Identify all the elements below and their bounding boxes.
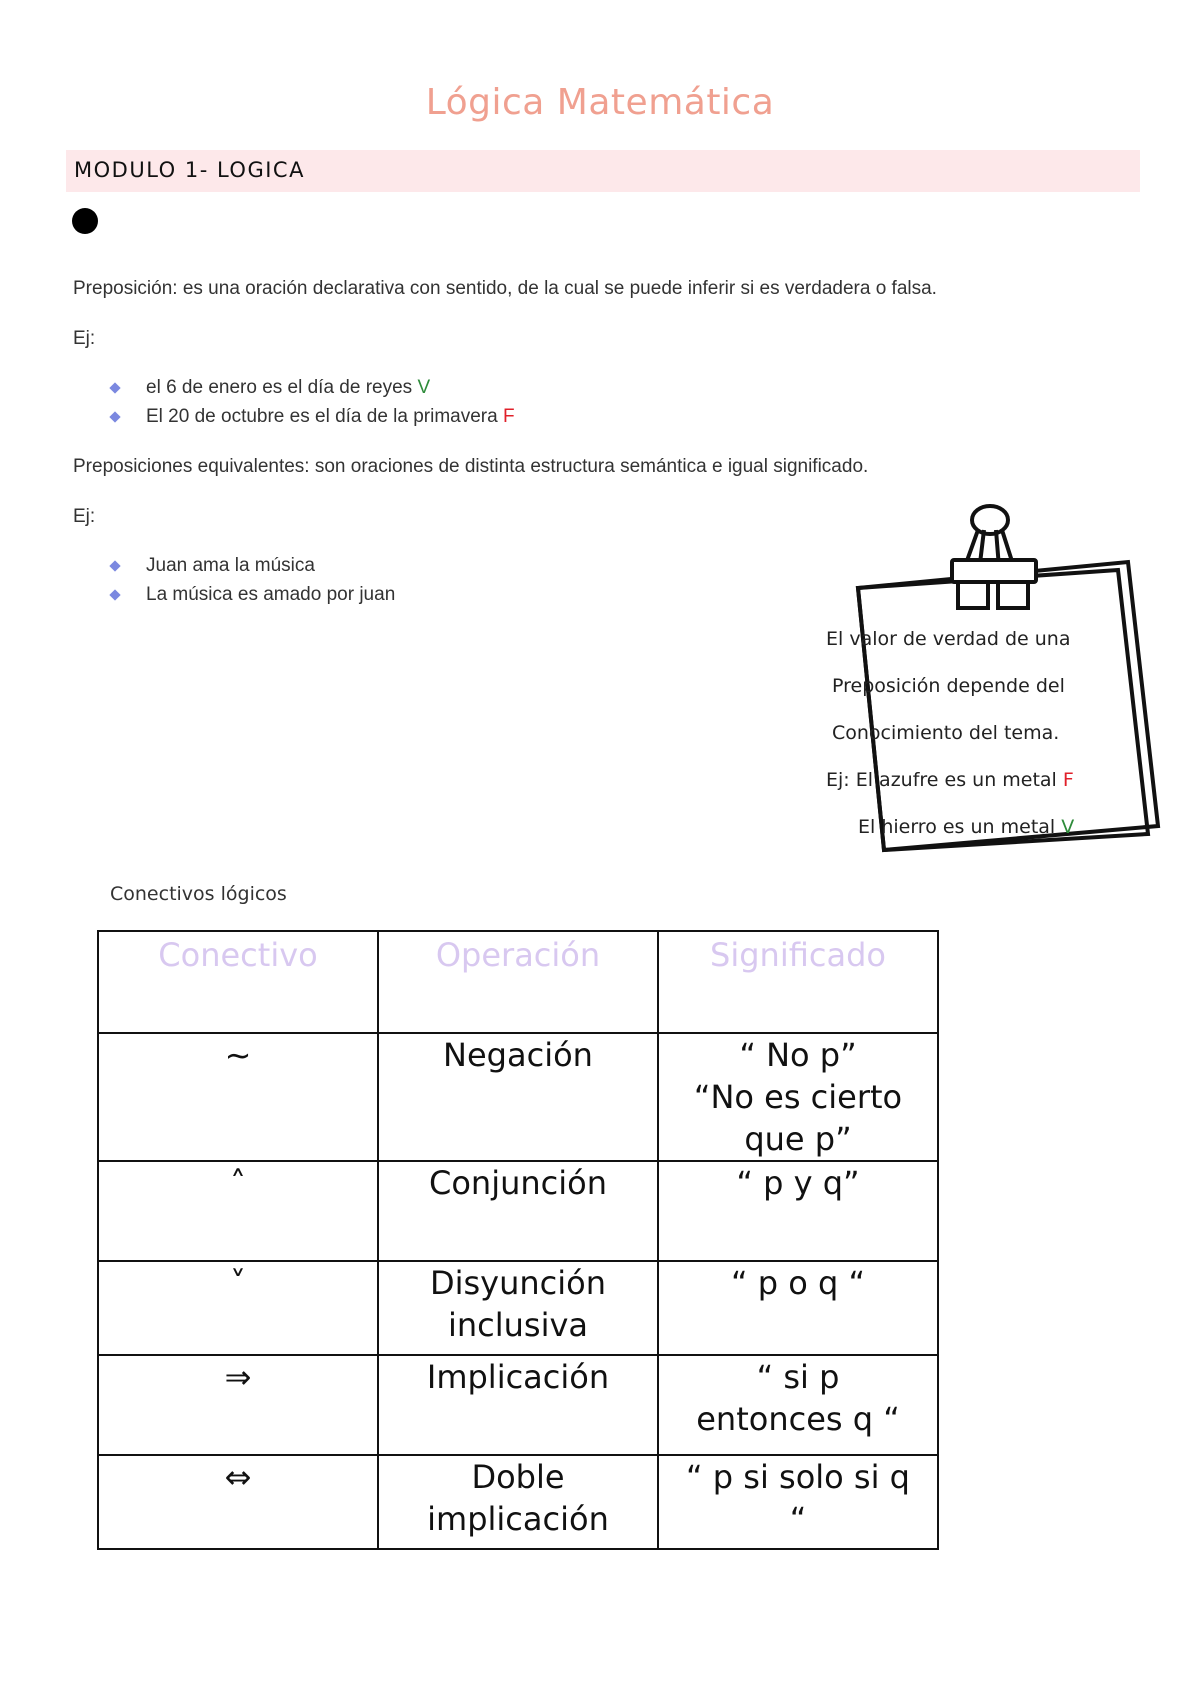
header-significado: Significado [658, 931, 938, 1033]
true-mark: V [417, 377, 431, 398]
operation-cell: Negación [378, 1033, 658, 1161]
meaning-line: que p” [744, 1120, 852, 1158]
note-line-5-text: El hierro es un metal [858, 816, 1062, 838]
meaning-line: “ No p” [739, 1036, 857, 1074]
bullet-dot-icon [72, 208, 98, 234]
table-row [98, 1355, 938, 1455]
true-mark: V [1061, 816, 1075, 838]
list-item [108, 373, 515, 402]
operation-cell [378, 1261, 658, 1355]
table-row [98, 1261, 938, 1355]
module-heading [66, 150, 1140, 192]
operation-cell: Conjunción [378, 1161, 658, 1261]
symbol-negation: ~ [98, 1033, 378, 1161]
symbol-implication: ⇒ [98, 1355, 378, 1455]
module-heading-text: MODULO 1- LOGICA [74, 158, 305, 182]
example-text: El 20 de octubre es el día de la primavera [146, 406, 503, 427]
note-line-1: El valor de verdad de una [826, 628, 1071, 650]
page-title: Lógica Matemática [425, 82, 775, 123]
header-conectivo: Conectivo [98, 931, 378, 1033]
examples-list-1 [108, 373, 515, 431]
symbol-biconditional: ⇔ [98, 1455, 378, 1549]
operation-cell: Implicación [378, 1355, 658, 1455]
note-line-2: Preposición depende del [832, 675, 1065, 697]
ej-label-1: Ej: [73, 328, 96, 349]
table-caption: Conectivos lógicos [110, 883, 287, 905]
ej-label-2: Ej: [73, 506, 96, 527]
meaning-cell [658, 1455, 938, 1549]
table-header-row [98, 931, 938, 1033]
list-item [108, 580, 395, 609]
table-row [98, 1455, 938, 1549]
meaning-line: “ si p [756, 1358, 840, 1396]
definition-preposicion: Preposición: es una oración declarativa con sentido, de la cual se puede inferir si es verdadera o falsa. [73, 278, 937, 299]
example-text: La música es amado por juan [146, 584, 396, 605]
note-line-4-text: Ej: El azufre es un metal [826, 769, 1063, 791]
meaning-line: “ p si solo si q [686, 1458, 910, 1496]
meaning-line: “No es cierto [693, 1078, 903, 1116]
table-row [98, 1161, 938, 1261]
meaning-cell: “ p y q” [658, 1161, 938, 1261]
meaning-cell [658, 1033, 938, 1161]
meaning-cell [658, 1355, 938, 1455]
operation-line: inclusiva [447, 1306, 589, 1344]
operation-line: Doble [471, 1458, 565, 1496]
operation-cell [378, 1455, 658, 1549]
meaning-cell: “ p o q “ [658, 1261, 938, 1355]
table-row [98, 1033, 938, 1161]
note-line-3: Conocimiento del tema. [832, 722, 1060, 744]
operation-line: Disyunción [429, 1264, 607, 1302]
list-item [108, 402, 515, 431]
false-mark: F [1062, 769, 1074, 791]
diamond-bullet-icon [109, 589, 120, 600]
false-mark: F [502, 406, 515, 427]
operation-line: implicación [427, 1500, 609, 1538]
note-line-4 [826, 769, 1074, 791]
example-text: el 6 de enero es el día de reyes [146, 377, 418, 398]
list-item [108, 551, 395, 580]
diamond-bullet-icon [109, 382, 120, 393]
diamond-bullet-icon [109, 560, 120, 571]
meaning-line: “ [789, 1500, 807, 1538]
note-line-5 [858, 816, 1074, 838]
meaning-line: entonces q “ [696, 1400, 900, 1438]
symbol-disjunction: ˅ [98, 1261, 378, 1355]
diamond-bullet-icon [109, 411, 120, 422]
example-text: Juan ama la música [146, 555, 315, 576]
connectives-table [97, 930, 939, 1550]
examples-list-2 [108, 551, 395, 609]
definition-equivalentes: Preposiciones equivalentes: son oraciones de distinta estructura semántica e igual significado. [73, 456, 869, 477]
header-operacion: Operación [378, 931, 658, 1033]
symbol-conjunction: ˄ [98, 1161, 378, 1261]
